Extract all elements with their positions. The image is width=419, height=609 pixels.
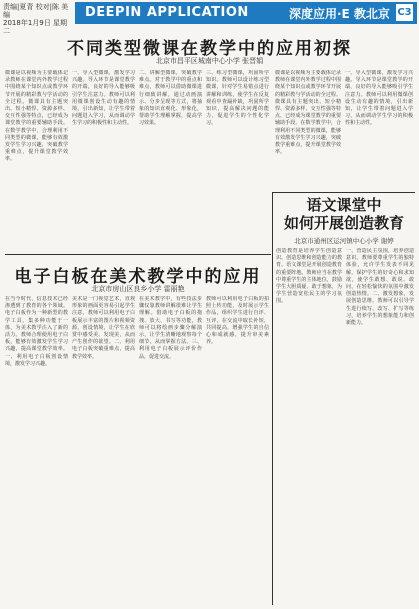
article1-column: 微课是以视频为主要载体记录教师在课堂内外教学过程中围绕某个知识点或教学环节开展的精彩教与学活动的全过程。微课具有主题突出、短小精悍、资源多样、交互性强等特点，已经成为课堂教学的重要辅助手段。在数学教学中，合理利用不同类型的微课，能够有效激发学生学习兴趣，突破教学重难点，提升课堂教学效率。	[275, 70, 341, 156]
article2-title	[274, 196, 414, 232]
section-cn-title: 深度应用·E 教北京	[289, 7, 390, 21]
article2-column: 创造教育是培养学生创造意识、创造思维和创造能力的教育。语文课堂是开展创造教育的重要阵地。教师应当在教学中尊重学生的主体地位，鼓励学生大胆质疑、敢于想象，为学生营造宽松民主的学习氛围。	[276, 248, 342, 305]
article1-column: 微课是以视频为主要载体记录教师在课堂内外教学过程中围绕某个知识点或教学环节开展的精彩教与学活动的全过程。微课具有主题突出、短小精悍、资源多样、交互性强等特点，已经成为课堂教学的重要辅助手段。在数学教学中，合理利用不同类型的微课，能够有效激发学生学习兴趣，突破教学重难点，提升课堂教学效率。	[5, 70, 68, 163]
article3-column: 教师可以利用电子白板的拍照上传功能，及时展示学生作品，组织学生进行自评、互评，在交流中取长补短，共同提高，增强学生的自信心和成就感，提升审美素养。	[206, 296, 269, 346]
article3-column: 美术是一门视觉艺术，直观形象的画面更容易引起学生注意。教师可以利用电子白板展示丰富的图片和视频资源，创设情境，让学生在欣赏中感受美、发现美，从而产生创作的欲望。二、利用电子白板突破重难点，提高教学效率。	[72, 296, 135, 360]
divider	[272, 192, 415, 193]
divider	[5, 254, 271, 255]
article1-column: 二、讲解型微课，突破教学难点。对于教学中的重点和难点，教师可以借助微课进行细致讲解，通过动画演示、分步呈现等方式，将抽象的知识直观化、形象化，帮助学生理解掌握，提高学习效果。	[139, 70, 202, 127]
article1-author: 北京市昌平区城南中心小学 张晋娟	[155, 57, 264, 65]
article3-title: 电子白板在美术教学中的应用	[14, 267, 262, 287]
article1-title: 不同类型微课在教学中的应用初探	[67, 39, 352, 59]
article2-title-line: 语文课堂中	[306, 196, 382, 214]
masthead-editors: 责编|夏青 校对|陈 美编	[3, 3, 69, 19]
masthead-date: 2018年1月9日 星期二	[3, 19, 67, 35]
article2-column: 一、营造民主氛围，培养创造意识。教师要尊重学生的独特体验，允许学生发表不同见解，保护学生的好奇心和求知欲，使学生敢想、敢说、敢问，在轻松愉快的氛围中激发创造热情。二、激发想象，发展创造思维。教师可以引导学生进行续写、改写、扩写等练习，培养学生的想象能力和创新能力。	[346, 248, 414, 327]
article3-column: 在美术教学中，有些技法步骤仅靠教师讲解很难让学生理解。借助电子白板的拖拽、放大、书写等功能，教师可以将绘画步骤分解演示，让学生清晰地观察每个细节，从而掌握方法。三、利用电子白板展示评价作品，促进交流。	[139, 296, 202, 360]
article2-title-line: 如何开展创造教育	[283, 214, 404, 232]
article2-author: 北京市通州区运河镇中心小学 谢婷	[294, 237, 394, 245]
article3-column: 在当今时代，信息技术已经渗透到了教育的各个领域。电子白板作为一种新型的教学工具，集多种功能于一体，为美术教学注入了新的活力。教师合理使用电子白板，能够有效激发学生学习兴趣，提高课堂教学效率。一、利用电子白板创设情境，激发学习兴趣。	[5, 296, 68, 367]
article3-author: 北京市房山区良乡小学 雷丽艳	[91, 285, 185, 293]
page-number: C3	[396, 4, 413, 21]
masthead-bar	[75, 2, 417, 24]
article1-column: 一、导入型微课，激发学习兴趣。导入环节是课堂教学的开端，良好的导入能够吸引学生注意力。教师可以利用微课创设生动有趣的情境，引出新知，让学生带着问题进入学习，从而调动学生学习的积极性和主动性。	[345, 70, 413, 127]
masthead-info	[3, 3, 73, 35]
article1-column: 一、导入型微课，激发学习兴趣。导入环节是课堂教学的开端，良好的导入能够吸引学生注意力。教师可以利用微课创设生动有趣的情境，引出新知，让学生带着问题进入学习，从而调动学生学习的积极性和主动性。	[72, 70, 135, 127]
section-en-title: DEEPIN APPLICATION	[85, 5, 249, 20]
article1-column: 三、练习型微课，巩固所学知识。教师可以设计练习型微课，针对学生易错点进行讲解和训练，使学生在反复观看中查漏补缺，巩固所学知识，提高解决问题的能力，促进学生的个性化学习。	[206, 70, 269, 127]
divider	[272, 192, 273, 605]
